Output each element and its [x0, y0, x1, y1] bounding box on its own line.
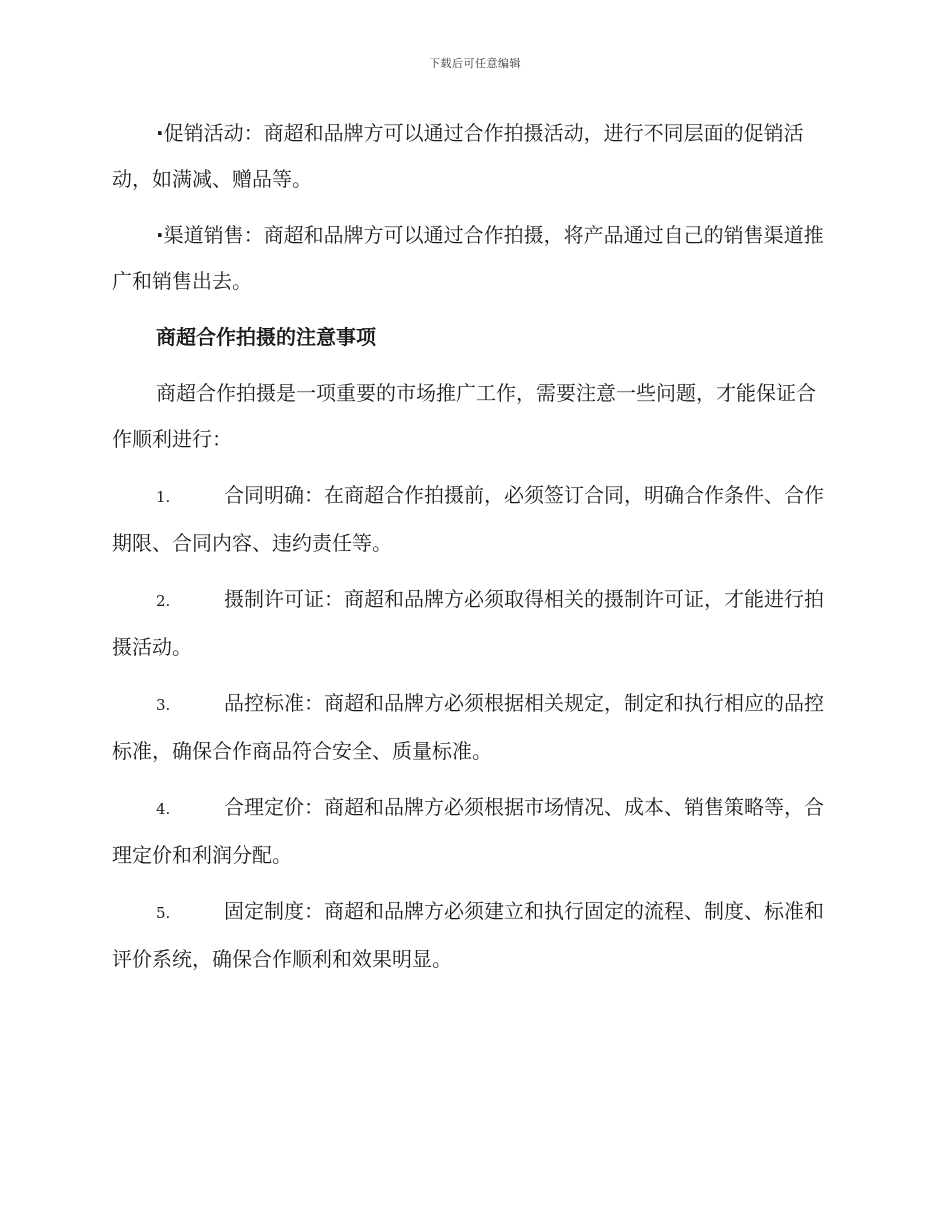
list-item — [112, 680, 834, 774]
bullet-text: 促销活动：商超和品牌方可以通过合作拍摄活动，进行不同层面的促销活动，如满减、赠品等。 — [112, 121, 804, 191]
list-item-number: 5. — [156, 904, 171, 922]
list-item-number: 3. — [156, 696, 171, 714]
list-item-number: 1. — [156, 488, 171, 506]
list-item-text: 摄制许可证：商超和品牌方必须取得相关的摄制许可证，才能进行拍摄活动。 — [112, 587, 824, 659]
section-heading: 商超合作拍摄的注意事项 — [156, 325, 376, 349]
document-body — [112, 110, 834, 992]
header-note: 下载后可任意编辑 — [429, 57, 521, 70]
list-item — [112, 888, 834, 982]
bullet-mark: · — [156, 223, 164, 247]
list-item — [112, 784, 834, 878]
list-item-number: 4. — [156, 800, 171, 818]
section-intro: 商超合作拍摄是一项重要的市场推广工作，需要注意一些问题，才能保证合作顺利进行： — [112, 381, 816, 451]
list-item-text: 合理定价：商超和品牌方必须根据市场情况、成本、销售策略等，合理定价和利润分配。 — [112, 795, 824, 867]
list-item-text: 合同明确：在商超合作拍摄前，必须签订合同，明确合作条件、合作期限、合同内容、违约责任等。 — [112, 483, 824, 555]
list-item-text: 品控标准：商超和品牌方必须根据相关规定，制定和执行相应的品控标准，确保合作商品符合安全、质量标准。 — [112, 691, 824, 763]
list-item-text: 固定制度：商超和品牌方必须建立和执行固定的流程、制度、标准和评价系统，确保合作顺利和效果明显。 — [112, 899, 824, 971]
list-item — [112, 576, 834, 670]
bullet-text: 渠道销售：商超和品牌方可以通过合作拍摄，将产品通过自己的销售渠道推广和销售出去。 — [112, 223, 824, 293]
bullet-paragraph — [112, 212, 834, 304]
list-item — [112, 472, 834, 566]
bullet-paragraph — [112, 110, 834, 202]
list-item-number: 2. — [156, 592, 171, 610]
bullet-mark: · — [156, 121, 164, 145]
